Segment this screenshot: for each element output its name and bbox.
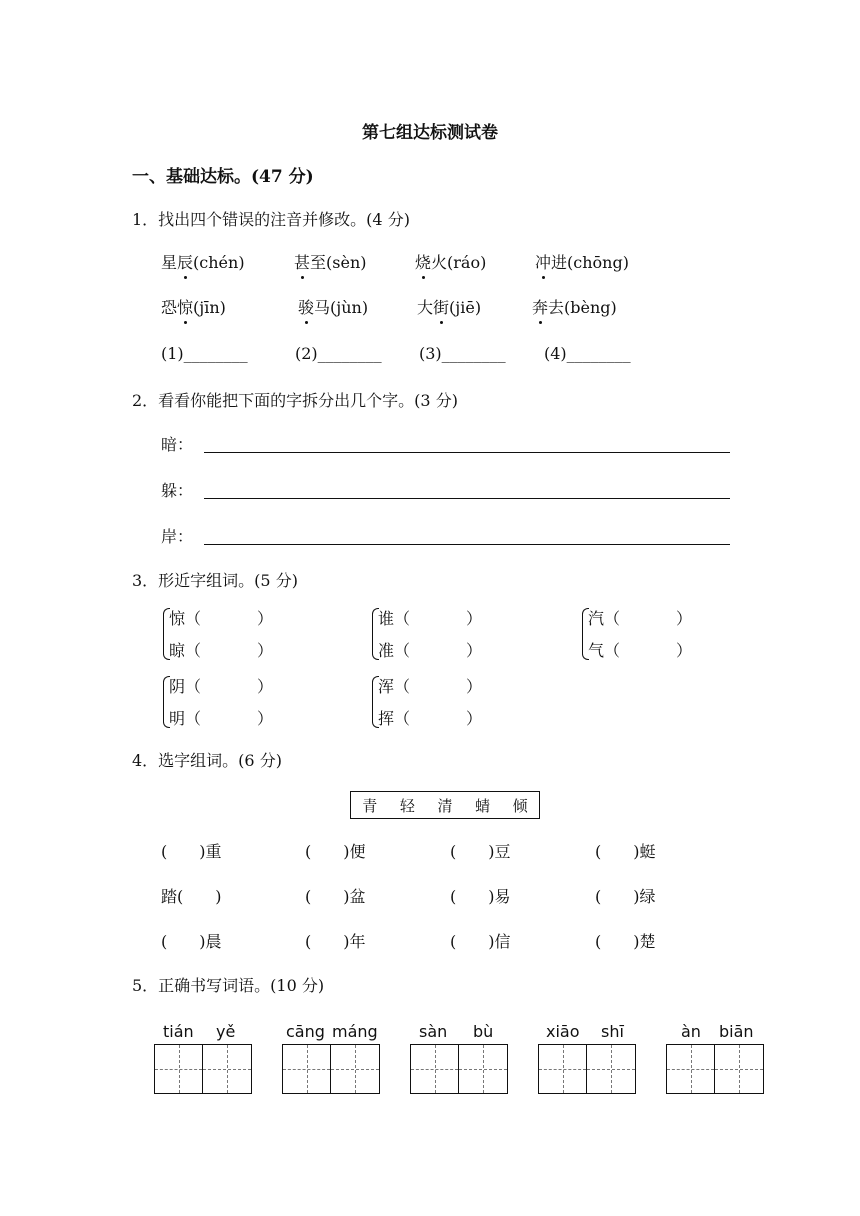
char-pair-top: 谁（ ） xyxy=(378,609,483,628)
char-pair-bottom: 晾（ ） xyxy=(169,641,274,660)
char-pair-top: 浑（ ） xyxy=(378,677,483,696)
page-title: 第七组达标测试卷 xyxy=(362,123,498,143)
answer-line[interactable] xyxy=(204,452,730,453)
pinyin-label: xiāo xyxy=(546,1022,580,1041)
writing-grid[interactable] xyxy=(666,1044,764,1094)
writing-grid[interactable] xyxy=(538,1044,636,1094)
pinyin-label: bù xyxy=(473,1022,494,1041)
char-pair-bottom: 挥（ ） xyxy=(378,709,483,728)
pinyin-item: 冲进(chōng) xyxy=(535,250,629,273)
pinyin-item: 奔去(bèng) xyxy=(532,295,617,318)
fill-word[interactable]: ( )蜓 xyxy=(595,842,656,861)
pinyin-item: 星辰(chén) xyxy=(161,250,245,273)
pinyin-item: 恐惊(jīn) xyxy=(161,295,226,318)
pinyin-item: 骏马(jùn) xyxy=(298,295,368,318)
choice-char: 蜻 xyxy=(475,796,491,815)
choice-char: 清 xyxy=(437,796,453,815)
char-pair-bottom: 准（ ） xyxy=(378,641,483,660)
section-heading: 一、基础达标。(47 分) xyxy=(132,167,314,187)
answer-line[interactable] xyxy=(204,544,730,545)
choice-char: 倾 xyxy=(512,796,528,815)
fill-word[interactable]: ( )豆 xyxy=(450,842,511,861)
fill-word[interactable]: 踏( ) xyxy=(161,887,222,906)
pinyin-label: àn xyxy=(681,1022,701,1041)
split-char-label: 躲： xyxy=(161,481,194,500)
fill-word[interactable]: ( )信 xyxy=(450,932,511,951)
split-char-label: 岸： xyxy=(161,527,194,546)
pinyin-label: máng xyxy=(332,1022,378,1041)
char-pair-bottom: 明（ ） xyxy=(169,709,274,728)
fill-word[interactable]: ( )盆 xyxy=(305,887,366,906)
fill-word[interactable]: ( )重 xyxy=(161,842,222,861)
pinyin-item: 大街(jiē) xyxy=(417,295,481,318)
char-pair-top: 阴（ ） xyxy=(169,677,274,696)
choice-char: 轻 xyxy=(399,796,415,815)
split-char-label: 暗： xyxy=(161,435,194,454)
fill-word[interactable]: ( )楚 xyxy=(595,932,656,951)
char-pair-bottom: 气（ ） xyxy=(588,641,693,660)
pinyin-item: 甚至(sèn) xyxy=(294,250,367,273)
answer-blank-1[interactable]: (1)________ xyxy=(161,344,248,363)
answer-line[interactable] xyxy=(204,498,730,499)
pinyin-label: tián xyxy=(163,1022,194,1041)
writing-grid[interactable] xyxy=(410,1044,508,1094)
pinyin-label: cāng xyxy=(286,1022,325,1041)
pinyin-label: sàn xyxy=(419,1022,448,1041)
fill-word[interactable]: ( )绿 xyxy=(595,887,656,906)
answer-blank-3[interactable]: (3)________ xyxy=(419,344,506,363)
fill-word[interactable]: ( )易 xyxy=(450,887,511,906)
question-1-label: 1．找出四个错误的注音并修改。(4 分) xyxy=(132,210,410,229)
char-pair-top: 惊（ ） xyxy=(169,609,274,628)
answer-blank-2[interactable]: (2)________ xyxy=(295,344,382,363)
fill-word[interactable]: ( )年 xyxy=(305,932,366,951)
writing-grid[interactable] xyxy=(282,1044,380,1094)
pinyin-item: 烧火(ráo) xyxy=(415,250,486,273)
choice-box xyxy=(350,791,540,819)
question-3-label: 3．形近字组词。(5 分) xyxy=(132,571,298,590)
pinyin-label: biān xyxy=(719,1022,754,1041)
char-pair-top: 汽（ ） xyxy=(588,609,693,628)
choice-char: 青 xyxy=(362,796,378,815)
question-5-label: 5．正确书写词语。(10 分) xyxy=(132,976,325,995)
fill-word[interactable]: ( )便 xyxy=(305,842,366,861)
answer-blank-4[interactable]: (4)________ xyxy=(544,344,631,363)
question-2-label: 2．看看你能把下面的字拆分出几个字。(3 分) xyxy=(132,391,458,410)
writing-grid[interactable] xyxy=(154,1044,252,1094)
pinyin-label: yě xyxy=(216,1022,236,1041)
fill-word[interactable]: ( )晨 xyxy=(161,932,222,951)
pinyin-label: shī xyxy=(601,1022,624,1041)
question-4-label: 4．选字组词。(6 分) xyxy=(132,751,282,770)
